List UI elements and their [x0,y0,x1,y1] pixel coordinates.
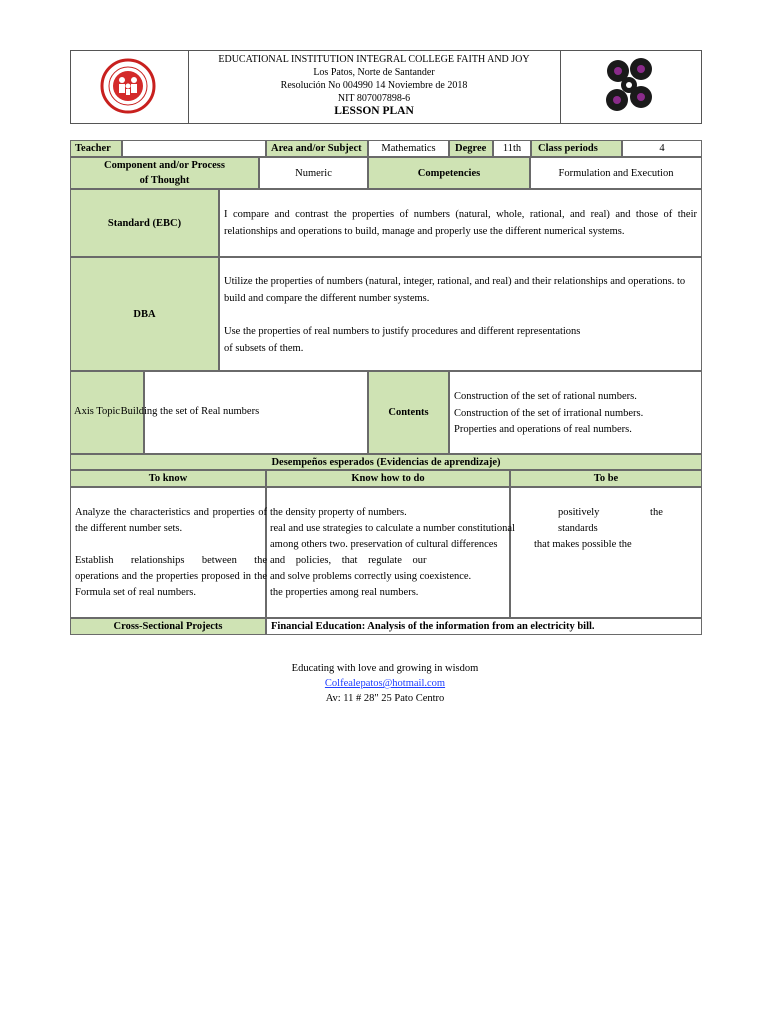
area-value: Mathematics [368,140,449,157]
to-know-paragraph-2: Establish relationships between the operations and the properties proposed in the Formula set of real numbers. [75,555,267,598]
competencies-label: Competencies [368,157,530,189]
institution-name: EDUCATIONAL INSTITUTION INTEGRAL COLLEGE FAITH AND JOY [218,54,530,65]
to-know-text [75,505,267,601]
axis-value: Building the set of Real numbers [120,406,260,417]
axis-label: Axis Topic [74,406,121,417]
degree-value: 11th [493,140,531,157]
school-seal-logo [100,58,156,114]
know-how-text [270,505,518,601]
footer-email-link[interactable]: Colfealepatos@hotmail.com [324,678,446,689]
gears-image [604,55,654,118]
to-be-text [518,505,702,553]
know-how-line-4: and policies, that regulate our [270,555,427,566]
teacher-field [122,140,266,157]
institution-nit: NIT 807007898-6 [337,93,411,104]
periods-label: Class periods [531,140,622,157]
institution-location: Los Patos, Norte de Santander [313,67,435,78]
footer [220,661,550,706]
degree-label: Degree [449,140,493,157]
component-value: Numeric [259,157,368,189]
dba-cell [219,257,702,371]
know-how-line-1: the density property of numbers. [270,507,407,518]
contents-item-3: Properties and operations of real numbers. [454,424,632,435]
cross-sectional-label: Cross-Sectional Projects [70,618,266,635]
know-how-line-5: and solve problems correctly using coexistence. [270,571,472,582]
header-divider-right [560,50,561,124]
standard-text: I compare and contrast the properties of numbers (natural, whole, rational, and real) and those of their relationships and operations to build, manage and properly use the different numerical systems. [224,209,697,237]
col-know-how: Know how to do [266,470,510,487]
competencies-value: Formulation and Execution [530,157,702,189]
header-divider-left [188,50,189,124]
to-be-line-1: positively the standards [558,507,663,534]
dba-paragraph-2: Use the properties of real numbers to justify procedures and different representations of subsets of them. [224,326,581,354]
dba-label: DBA [70,257,219,371]
document-title: LESSON PLAN [334,105,414,117]
footer-motto: Educating with love and growing in wisdom [291,663,479,674]
periods-value: 4 [622,140,702,157]
cross-sectional-value: Financial Education: Analysis of the information from an electricity bill. [266,618,702,635]
axis-text [74,404,364,420]
col-to-be: To be [510,470,702,487]
contents-label: Contents [368,371,449,454]
standard-cell [219,189,702,257]
to-be-line-2: that makes possible the [534,539,632,550]
area-label: Area and/or Subject [266,140,368,157]
performance-title: Desempeños esperados (Evidencias de aprendizaje) [70,454,702,470]
know-how-line-3: among others two. preservation of cultural differences [270,539,498,550]
contents-cell [449,371,702,454]
col-to-know: To know [70,470,266,487]
teacher-label: Teacher [70,140,122,157]
header-text [190,53,558,118]
standard-label: Standard (EBC) [70,189,219,257]
know-how-line-6: the properties among real numbers. [270,587,419,598]
institution-resolution: Resolución No 004990 14 Noviembre de 2018 [280,80,468,91]
to-know-paragraph-1: Analyze the characteristics and properties of the different number sets. [75,507,267,534]
dba-paragraph-1: Utilize the properties of numbers (natural, integer, rational, and real) and their relationships and operations. to build and compare the different number systems. [224,276,686,304]
footer-address: Av: 11 # 28" 25 Pato Centro [325,693,445,704]
contents-item-2: Construction of the set of irrational numbers. [454,407,644,419]
component-label: Component and/or Process of Thought [70,157,259,189]
contents-item-1: Construction of the set of rational numbers. [454,391,637,402]
know-how-line-2: real and use strategies to calculate a number constitutional [270,523,515,534]
